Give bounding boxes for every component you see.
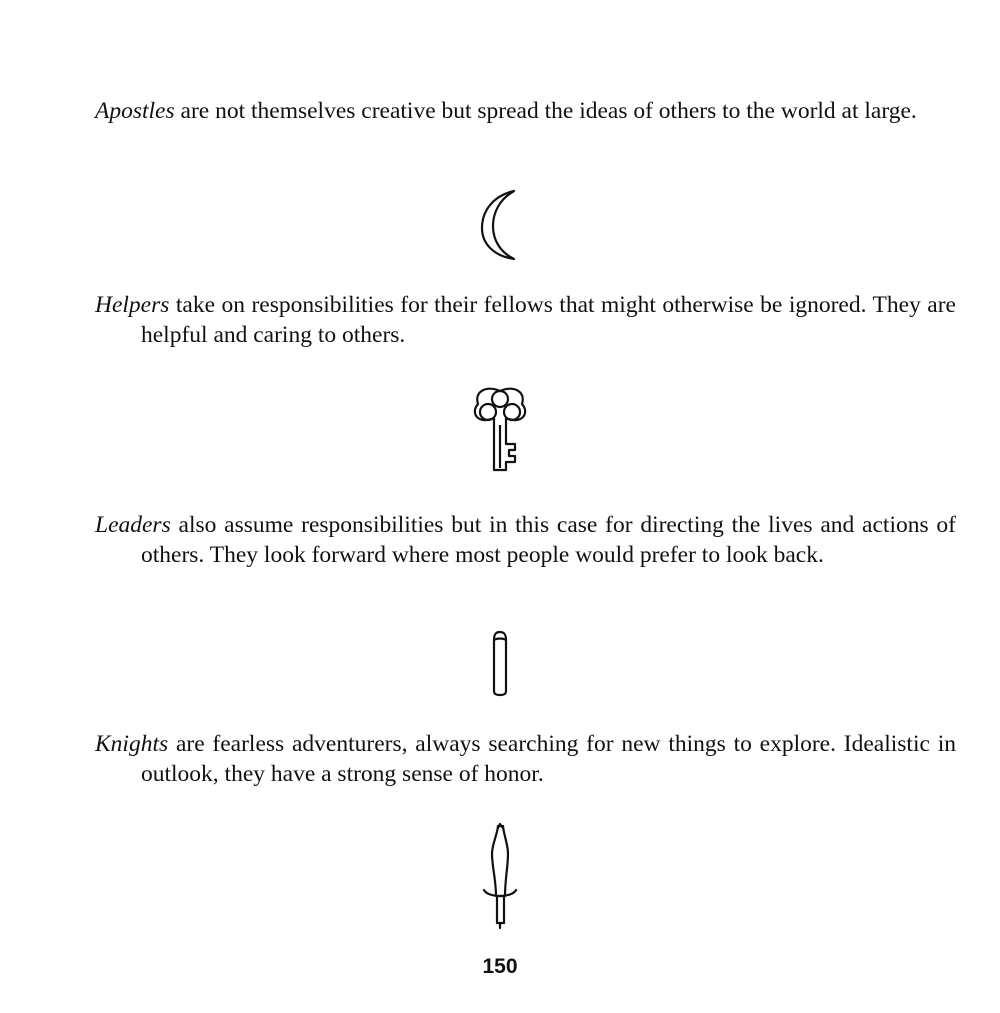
rod-icon [485,628,515,700]
entry-knights [95,729,956,789]
sword-icon [470,822,530,932]
entry-term: Knights [95,731,169,757]
key-icon [465,383,535,478]
entry-text: are not themselves creative but spread the ideas of others to the world at large. [174,98,917,124]
entry-term: Helpers [95,292,170,318]
page-number: 150 [482,955,518,978]
crescent-moon-icon [470,188,530,263]
entry-helpers [95,290,956,350]
entry-text: also assume responsibilities but in this case for directing the lives and actions of others. They look forward where most people would prefer to look back. [141,512,956,568]
entry-term: Apostles [95,98,175,124]
entry-text: take on responsibilities for their fellows that might otherwise be ignored. They are helpful and caring to others. [141,292,956,348]
entry-text: are fearless adventurers, always searching for new things to explore. Idealistic in outlook, they have a strong sense of honor. [141,731,956,787]
entry-term: Leaders [95,512,171,538]
entry-apostles [95,96,956,126]
entry-leaders [95,510,956,570]
